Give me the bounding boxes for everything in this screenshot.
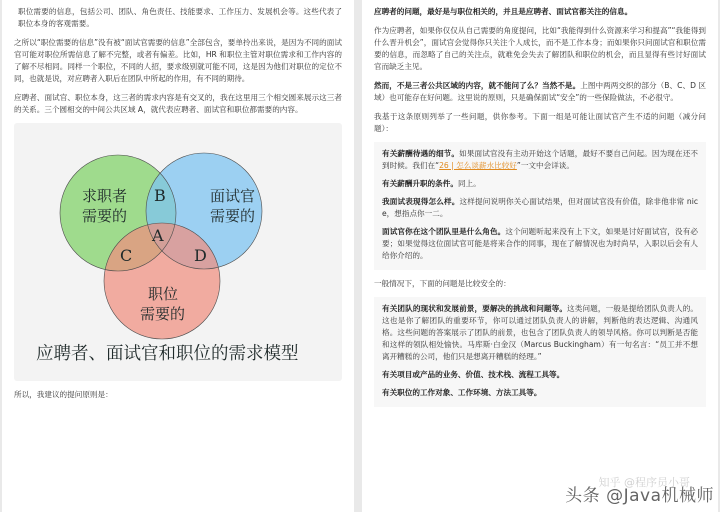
- left-paragraph-4: 所以，我建议的提问原则是：: [14, 390, 113, 399]
- left-paragraph-3: 应聘者、面试官、职位本身，这三者的需求内容是有交叉的，我在这里用三个相交圆来展示这三者的关系。三个圆相交的中间公共区域 A，就代表应聘者、面试官和职位都需要的内容。: [14, 93, 342, 114]
- risky-question-3: [382, 196, 698, 220]
- s2-bold: 有关项目或产品的业务、价值、技术栈、流程工具等。: [382, 370, 565, 379]
- figure-caption: 应聘者、面试官和职位的需求模型: [36, 344, 299, 364]
- q2-bold: 有关薪酬升职的条件。: [382, 179, 458, 188]
- principle-bold: 应聘者的问题，最好是与职位相关的，并且是应聘者、面试官都关注的信息。: [374, 7, 633, 16]
- right-paragraph-5: 一般情况下，下面的问题是比较安全的：: [374, 279, 511, 288]
- p3-rest: 上图中两两交织的部分（B、C、D 区域）也可能存在好问题。这里说的原则，只是确保面试“安全”的一些保险做法，不必很守。: [374, 81, 707, 102]
- risky-question-2: [382, 178, 698, 190]
- safe-question-2: [382, 369, 698, 381]
- right-paragraph-4: 我基于这条原则列举了一些问题，供你参考。下面一组是可能让面试官产生不适的问题（减分问题）：: [374, 112, 706, 133]
- q4-bold: 面试官你在这个团队里是什么角色。: [382, 227, 506, 236]
- article-link[interactable]: 26 | 怎么谈薪水比较好: [439, 161, 517, 170]
- q2-rest: 同上。: [457, 179, 481, 188]
- right-page: [362, 0, 718, 512]
- left-paragraph-1: 职位需要的信息，包括公司、团队、角色责任、技能要求、工作压力、发展机会等。这些代表了职位本身的客观需要。: [18, 7, 342, 28]
- label-interviewer-line2: 需要的: [210, 207, 256, 225]
- label-position-line1: 职位: [148, 285, 179, 303]
- right-paragraph-3: [374, 80, 706, 104]
- q1-rest-a: 如果面试官没有主动开始这个话题，最好不要自己问起。因为现在还不到时候。我们在“: [382, 149, 699, 170]
- left-paragraph-2: 之所以“职位需要的信息”没有被“面试官需要的信息”全部包含，要单拎出来说，是因为不同的面试官可能对职位所需信息了解不完整，或者有偏差。比如，HR 和职位主管对职位需求和工作内容的了解不尽相同。同样一个职位，不同的人招，要求级别就可能不同，这是因为他们对职位的定位不同，也就是说，对应聘者入职后在团队中所起的作用，有不同的期待。: [14, 38, 342, 83]
- region-b-label: B: [154, 186, 166, 205]
- label-candidate-line2: 需要的: [82, 207, 128, 225]
- region-a-label: A: [152, 226, 164, 245]
- s3-bold: 有关职位的工作对象、工作环境、方法工具等。: [382, 388, 542, 397]
- risky-questions-box: [374, 142, 706, 270]
- region-c-label: C: [120, 246, 133, 265]
- q3-rest: 这样提问说明你关心面试结果，但对面试官没有价值，除非他非常 nice，想指点你一二。: [382, 197, 699, 218]
- q1-rest-b: ”一文中会详谈。: [516, 161, 574, 170]
- left-page: [2, 0, 354, 512]
- watermark: 头条 @Java机械师: [565, 486, 714, 506]
- p3-bold: 然而，不是三者公共区域的内容，就不能问了么？当然不是。: [374, 81, 581, 90]
- safe-questions-box: [374, 297, 706, 407]
- venn-diagram-figure: [14, 123, 342, 381]
- right-paragraph-2: 作为应聘者，如果你仅仅从自己需要的角度提问，比如“我能得到什么资源来学习和提高”“我能得到什么晋升机会”，面试官会觉得你只关注个人成长，而不是工作本身；而如果你只问面试官和职位需要的信息，而忽略了自己的关注点，就难免会失去了解团队和职位的机会，而且显得有些讨好面试官而缺乏主见。: [374, 26, 706, 71]
- watermark-ghost: 知乎 @程序员小哥: [598, 476, 690, 489]
- region-d-label: D: [194, 246, 207, 265]
- q4-rest: 这个问题听起来没有上下文，如果是讨好面试官，没有必要；如果觉得这位面试官可能是将来合作的同事，现在了解情况也为时尚早，入职以后会有人给你介绍的。: [382, 227, 699, 260]
- right-heading-principle: [374, 6, 706, 18]
- label-candidate-line1: 求职者: [82, 187, 128, 205]
- risky-question-4: [382, 226, 698, 262]
- venn-diagram: [14, 123, 342, 381]
- s1-bold: 有关团队的现状和发展前景，要解决的挑战和问题等。: [382, 304, 568, 313]
- label-position-line2: 需要的: [140, 305, 186, 323]
- q1-bold: 有关薪酬待遇的细节。: [382, 149, 460, 158]
- label-interviewer-line1: 面试官: [210, 187, 256, 205]
- safe-question-3: [382, 387, 698, 399]
- safe-question-1: [382, 303, 698, 363]
- s1-rest: 这类问题，一般是提给团队负责人的。这也是你了解团队的重要环节，你可以通过团队负责人的讲解，判断他的表达逻辑、沟通风格。这些问题的答案展示了团队的前景，也包含了团队负责人的领导风格。你可以判断是否能和这样的领队相处愉快。马库斯·白金汉（Marcus Buckingham）有一句名言：“员工并不想离开糟糕的公司，他们只是想离开糟糕的经理。”: [382, 304, 699, 361]
- risky-question-1: [382, 148, 698, 172]
- q3-bold: 我面试表现得怎么样。: [382, 197, 460, 206]
